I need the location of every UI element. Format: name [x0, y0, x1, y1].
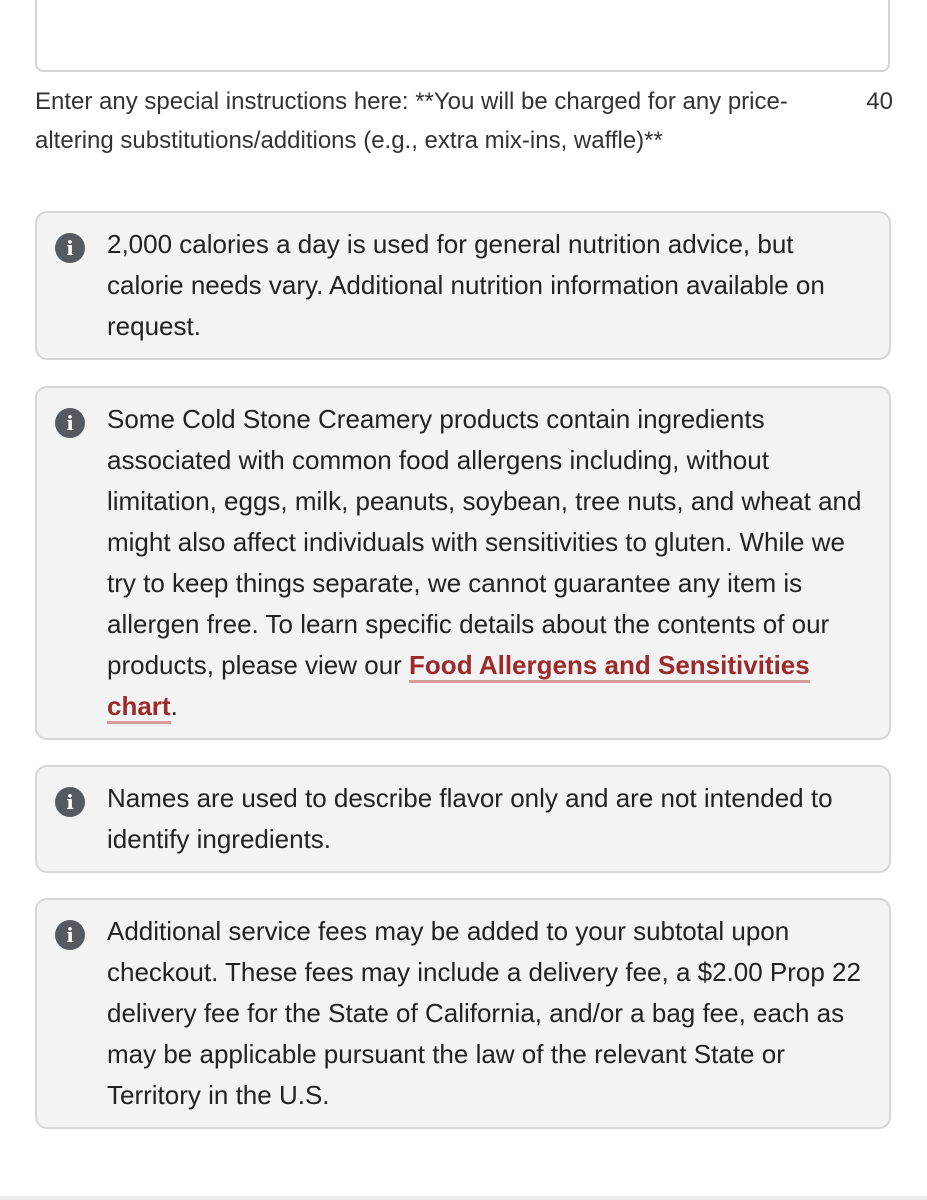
service-fees-notice-text: Additional service fees may be added to your subtotal upon checkout. These fees may include a delivery fee, a $2.00 Prop 22 delivery fee for the State of California, and/or a bag fee, each as may be applicable pursuant the law of the relevant State or Territory in the U.S.: [107, 916, 861, 1110]
special-instructions-row: [35, 82, 893, 160]
special-instructions-label: Enter any special instructions here: **You will be charged for any price-altering substitutions/additions (e.g., extra mix-ins, waffle)**: [35, 88, 788, 154]
info-icon: i: [55, 233, 85, 263]
nutrition-notice: [35, 211, 891, 360]
special-instructions-textarea[interactable]: [35, 0, 890, 72]
info-icon: i: [55, 920, 85, 950]
flavor-names-notice-text: Names are used to describe flavor only and are not intended to identify ingredients.: [107, 783, 833, 854]
food-allergens-chart-link[interactable]: Food Allergens and Sensitivities chart: [107, 650, 810, 724]
remaining-character-count: 40: [866, 88, 893, 115]
allergen-notice-period: .: [170, 691, 178, 721]
info-icon: i: [55, 408, 85, 438]
allergen-notice-text: [107, 399, 869, 727]
allergen-notice-body: Some Cold Stone Creamery products contain ingredients associated with common food allergens including, without limitation, eggs, milk, peanuts, soybean, tree nuts, and wheat and might also affect individuals with sensitivities to gluten. While we try to keep things separate, we cannot guarantee any item is allergen free. To learn specific details about the contents of our products, please view our: [107, 404, 862, 680]
service-fees-notice: [35, 898, 891, 1129]
allergen-notice: [35, 386, 891, 740]
nutrition-notice-text: 2,000 calories a day is used for general nutrition advice, but calorie needs vary. Additional nutrition information available on request.: [107, 229, 825, 341]
flavor-names-notice: [35, 765, 891, 873]
info-icon: i: [55, 787, 85, 817]
bottom-divider: [0, 1196, 927, 1200]
